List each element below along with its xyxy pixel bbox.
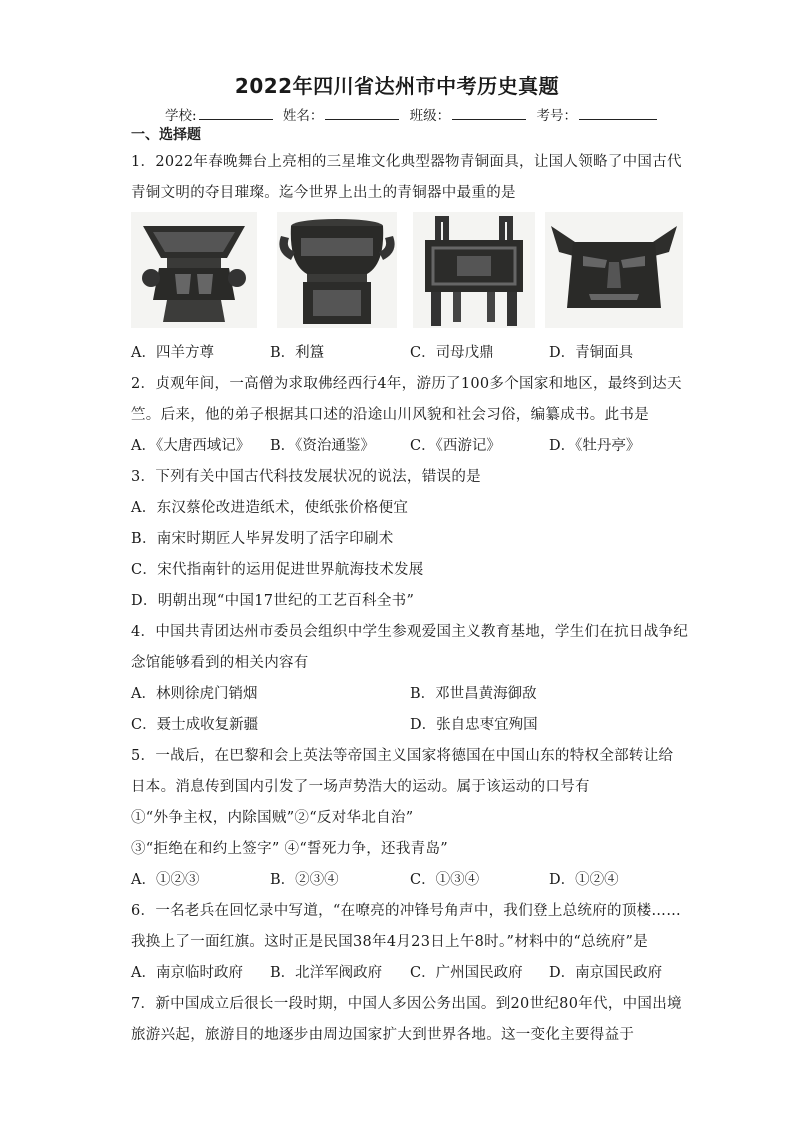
q6-line-2: 我换上了一面红旗。这时正是民国38年4月23日上午8时。”材料中的“总统府”是: [131, 934, 649, 950]
q5-line-4: ③“拒绝在和约上签字” ④“誓死力争，还我青岛”: [131, 841, 448, 857]
q2-line-2: 竺。后来，他的弟子根据其口述的沿途山川风貌和社会习俗，编纂成书。此书是: [131, 407, 649, 423]
q1-option-b[interactable]: B．利簋: [270, 345, 325, 361]
q2-option-c[interactable]: C．《西游记》: [410, 438, 501, 454]
school-blank[interactable]: [199, 105, 273, 120]
image-four-ram-zun: [131, 212, 257, 328]
q4-option-a[interactable]: A．林则徐虎门销烟: [131, 686, 258, 702]
number-label: 考号：: [536, 108, 577, 124]
q1-option-d[interactable]: D．青铜面具: [549, 345, 634, 361]
q6-option-a[interactable]: A．南京临时政府: [131, 965, 243, 981]
q1-line-1: 1．2022年春晚舞台上亮相的三星堆文化典型器物青铜面具，让国人领略了中国古代: [131, 154, 682, 170]
class-blank[interactable]: [452, 105, 526, 120]
q3-option-a[interactable]: A．东汉蔡伦改进造纸术，使纸张价格便宜: [131, 500, 409, 516]
class-label: 班级：: [409, 108, 451, 124]
q5-line-1: 5．一战后，在巴黎和会上英法等帝国主义国家将德国在中国山东的特权全部转让给: [131, 748, 674, 764]
q2-option-b[interactable]: B．《资治通鉴》: [270, 438, 375, 454]
image-simuwu-ding: [413, 212, 535, 328]
q6-option-d[interactable]: D．南京国民政府: [549, 965, 663, 981]
section-heading: 一、选择题: [131, 127, 201, 143]
q5-option-b[interactable]: B．②③④: [270, 872, 339, 888]
q5-option-a[interactable]: A．①②③: [131, 872, 200, 888]
q1-option-c[interactable]: C．司母戊鼎: [410, 345, 494, 361]
q6-option-b[interactable]: B．北洋军阀政府: [270, 965, 383, 981]
school-label: 学校:: [165, 108, 197, 124]
name-blank[interactable]: [325, 105, 399, 120]
q2-option-a[interactable]: A．《大唐西域记》: [131, 438, 251, 454]
q7-line-2: 旅游兴起，旅游目的地逐步由周边国家扩大到世界各地。这一变化主要得益于: [131, 1027, 635, 1043]
q3-option-d[interactable]: D．明朝出现“中国17世纪的工艺百科全书”: [131, 593, 415, 609]
q2-option-d[interactable]: D．《牡丹亭》: [549, 438, 641, 454]
number-blank[interactable]: [579, 105, 657, 120]
q3-option-c[interactable]: C．宋代指南针的运用促进世界航海技术发展: [131, 562, 424, 578]
image-li-gui: [277, 212, 397, 328]
page-title: 2022年四川省达州市中考历史真题: [234, 74, 560, 98]
q4-option-d[interactable]: D．张自忠枣宜殉国: [410, 717, 538, 733]
q5-option-d[interactable]: D．①②④: [549, 872, 619, 888]
q3-option-b[interactable]: B．南宋时期匠人毕昇发明了活字印刷术: [131, 531, 394, 547]
name-label: 姓名：: [282, 108, 324, 124]
q4-line-2: 念馆能够看到的相关内容有: [131, 655, 309, 671]
q5-option-c[interactable]: C．①③④: [410, 872, 480, 888]
student-info-line: [165, 104, 663, 124]
q5-line-2: 日本。消息传到国内引发了一场声势浩大的运动。属于该运动的口号有: [131, 779, 590, 795]
q6-line-1: 6．一名老兵在回忆录中写道，“在嘹亮的冲锋号角声中，我们登上总统府的顶楼……: [131, 903, 682, 919]
q6-option-c[interactable]: C．广州国民政府: [410, 965, 523, 981]
q3-line-1: 3．下列有关中国古代科技发展状况的说法，错误的是: [131, 469, 481, 485]
q4-option-c[interactable]: C．聂士成收复新疆: [131, 717, 259, 733]
q7-line-1: 7．新中国成立后很长一段时期，中国人多因公务出国。到20世纪80年代，中国出境: [131, 996, 682, 1012]
bronze-images: [131, 212, 683, 328]
q2-line-1: 2．贞观年间，一高僧为求取佛经西行4年，游历了100多个国家和地区，最终到达天: [131, 376, 682, 392]
q5-line-3: ①“外争主权，内除国贼”②“反对华北自治”: [131, 810, 414, 826]
q1-line-2: 青铜文明的夺目璀璨。迄今世界上出土的青铜器中最重的是: [131, 185, 516, 201]
q4-option-b[interactable]: B．邓世昌黄海御敌: [410, 686, 537, 702]
q1-option-a[interactable]: A．四羊方尊: [131, 345, 214, 361]
q4-line-1: 4．中国共青团达州市委员会组织中学生参观爱国主义教育基地，学生们在抗日战争纪: [131, 624, 689, 640]
image-bronze-mask: [545, 212, 683, 328]
